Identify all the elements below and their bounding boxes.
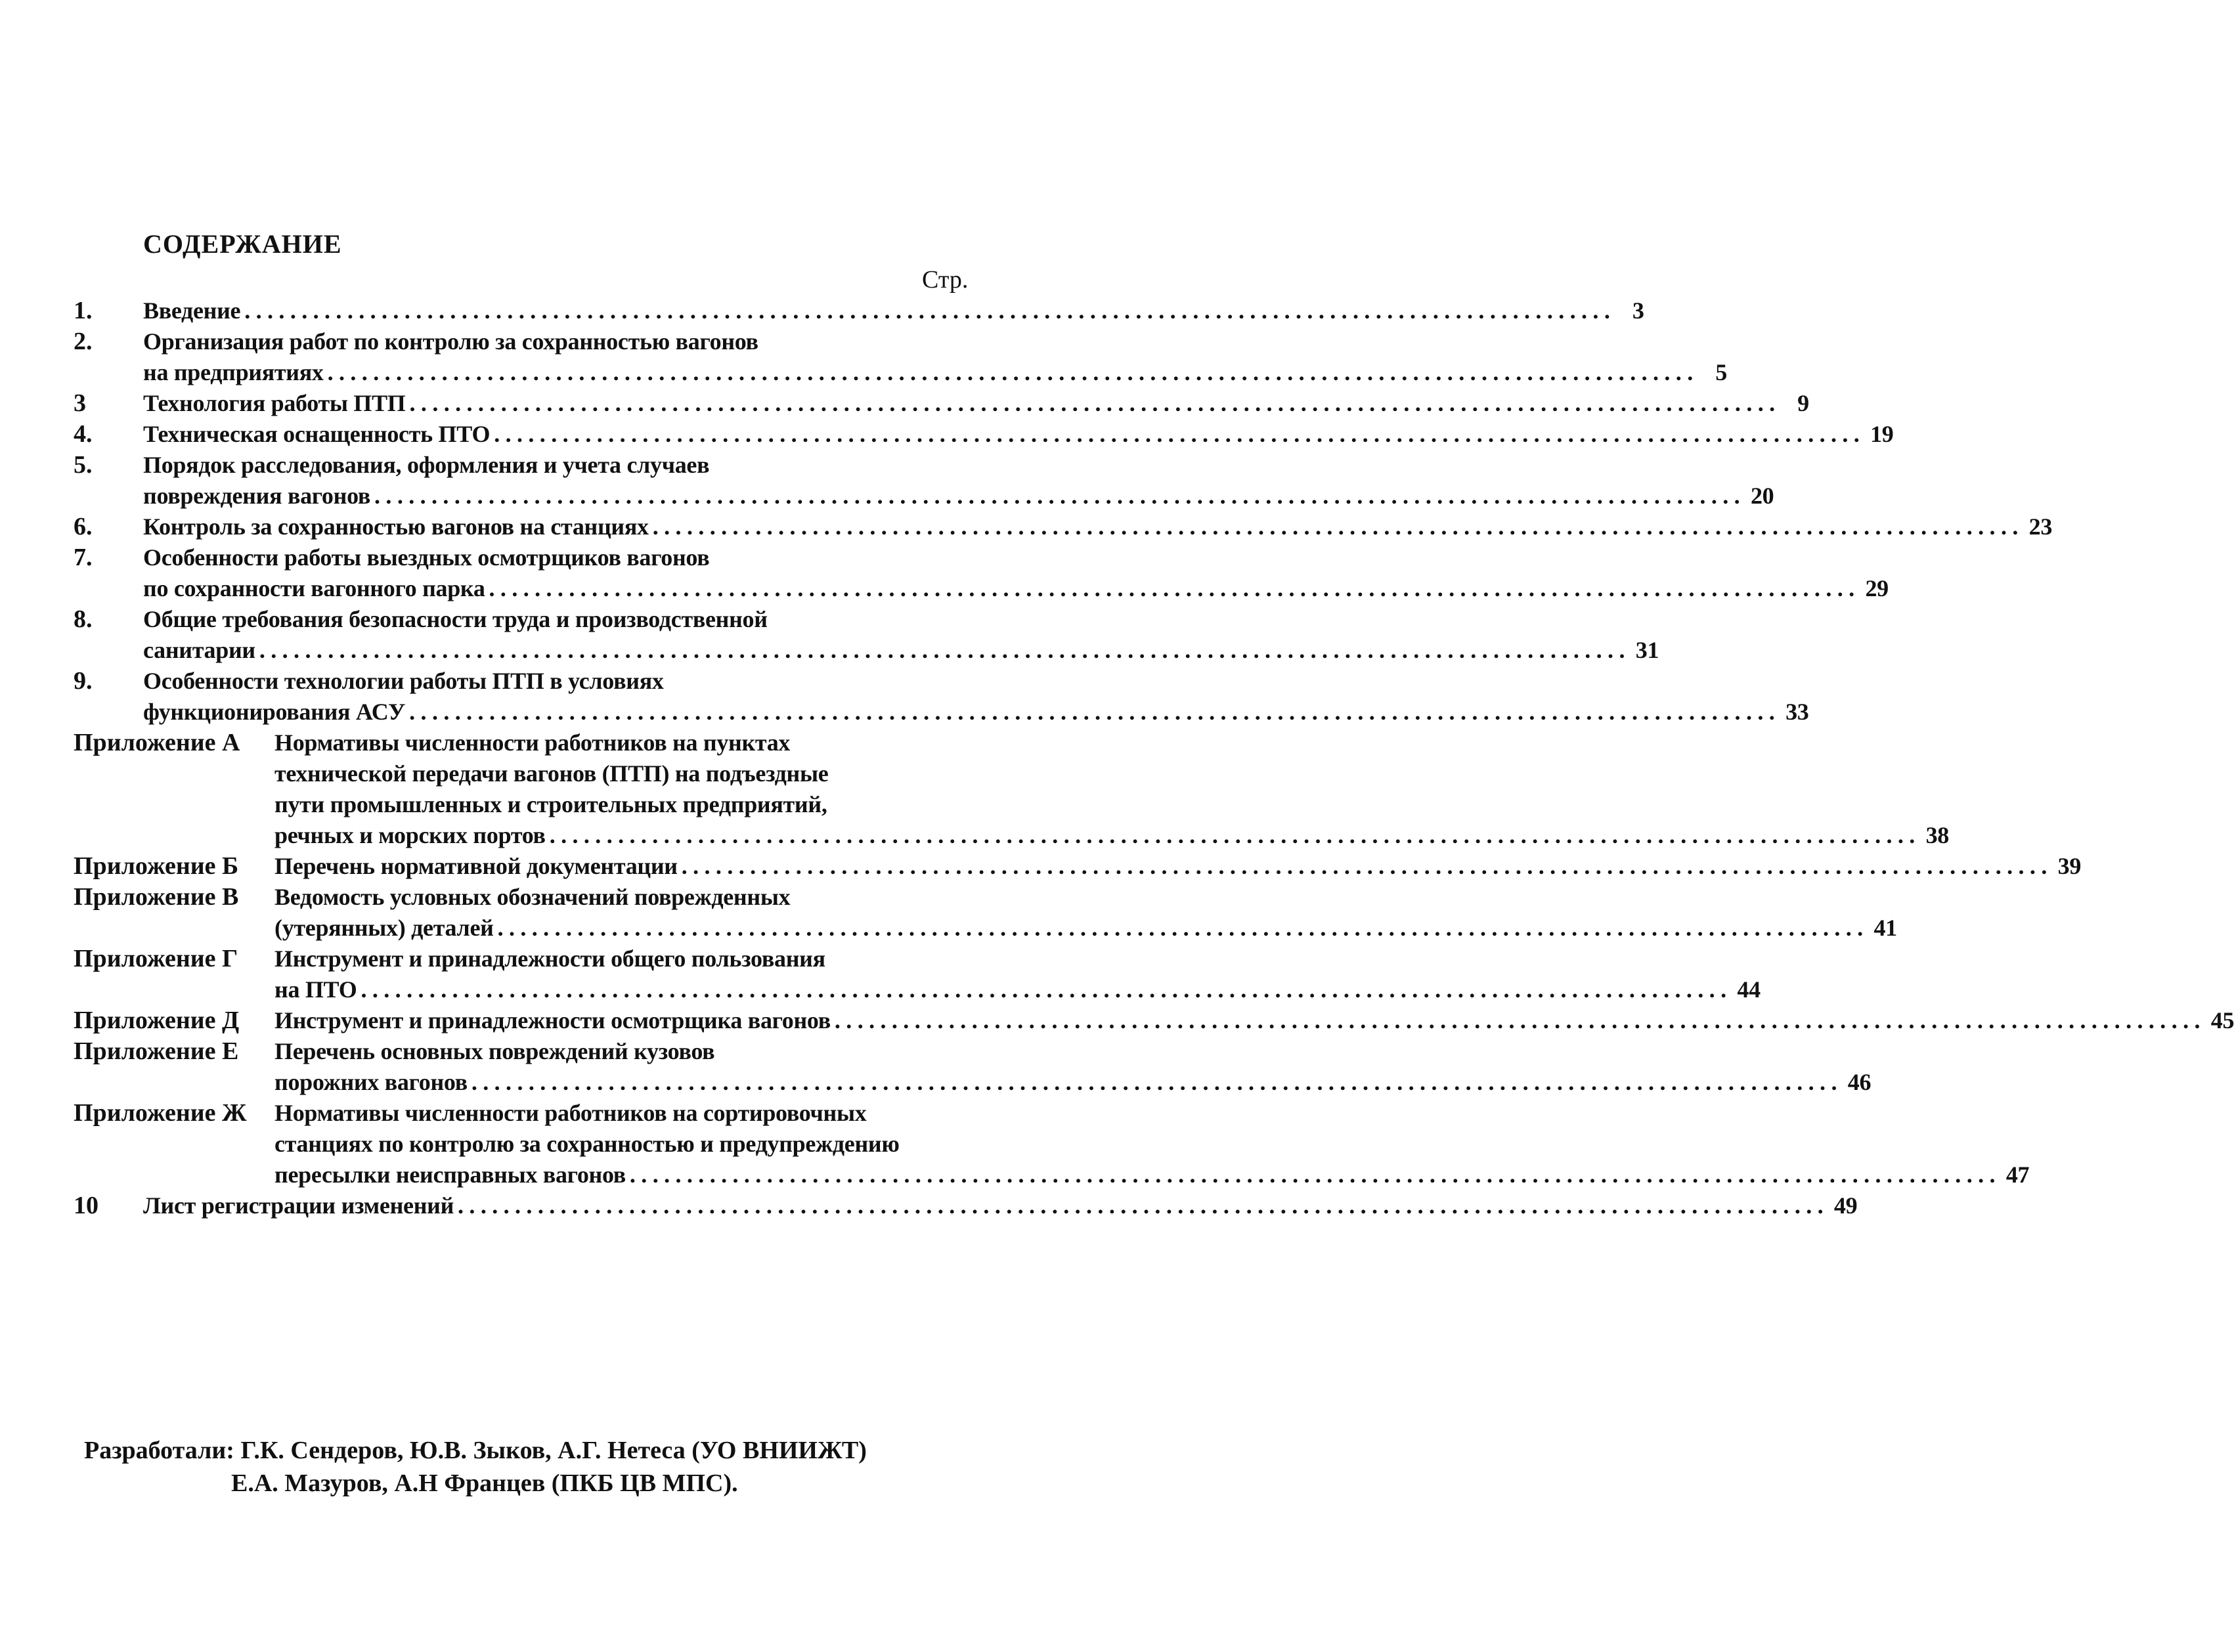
toc-entry-number: 8. — [74, 605, 93, 633]
dot-leader: . . . . . . . . . . . . . . . . . . . . . . . . . . . . . . . . . . . . . . . . . . . . . . . . . . . . . . . . . . . . . . . . . . . . . . . . . . . . . . . . . . . . . . . . . . . . . . . . . . . . . . . . . . . . . . . . . . . . . . . . — [361, 976, 1726, 1003]
toc-entry-page-number: 19 — [1870, 421, 1894, 447]
toc-entry-number: Приложение А — [74, 729, 240, 756]
toc-entry-number: 4. — [74, 420, 93, 448]
dot-leader: . . . . . . . . . . . . . . . . . . . . . . . . . . . . . . . . . . . . . . . . . . . . . . . . . . . . . . . . . . . . . . . . . . . . . . . . . . . . . . . . . . . . . . . . . . . . . . . . . . . . . . . . . . . . . . . . . . . . . . . . — [374, 483, 1740, 509]
toc-entry — [0, 851, 2082, 882]
toc-entry-page-number: 3 — [1632, 297, 1644, 324]
toc-entry — [0, 326, 1727, 388]
toc-entry-number: Приложение Ж — [74, 1099, 247, 1127]
toc-entry-page-number: 20 — [1750, 483, 1774, 509]
toc-entry-title: Техническая оснащенность ПТО — [143, 421, 491, 447]
toc-entry-text — [274, 944, 1761, 1005]
toc-entry-title: речных и морских портов — [274, 822, 546, 848]
toc-entry-text — [143, 666, 1809, 728]
credits-line-1: Разработали: Г.К. Сендеров, Ю.В. Зыков, А.Г. Нетеса (УО ВНИИЖТ) — [84, 1437, 867, 1464]
credits-line-2: Е.А. Мазуров, А.Н Францев (ПКБ ЦВ МПС). — [231, 1469, 738, 1497]
toc-entry-line: Перечень основных повреждений кузовов — [274, 1038, 715, 1064]
toc-entry — [0, 882, 1897, 944]
toc-entry-line: станциях по контролю за сохранностью и предупреждению — [274, 1131, 900, 1157]
toc-entry-text — [274, 1036, 1872, 1098]
toc-entry-title: пересылки неисправных вагонов — [274, 1162, 626, 1188]
toc-entry-last-line — [274, 851, 2082, 882]
toc-entry — [0, 1005, 2234, 1036]
toc-entry-text — [274, 882, 1897, 944]
toc-entry-last-line — [143, 573, 1889, 604]
toc-entry-text — [143, 542, 1889, 604]
dot-leader: . . . . . . . . . . . . . . . . . . . . . . . . . . . . . . . . . . . . . . . . . . . . . . . . . . . . . . . . . . . . . . . . . . . . . . . . . . . . . . . . . . . . . . . . . . . . . . . . . . . . . . . . . . . . . . . . . . . . . . . . — [244, 297, 1610, 324]
toc-entry-text — [274, 851, 2082, 882]
toc-entry-last-line — [274, 1005, 2234, 1036]
toc-entry-text — [274, 1005, 2234, 1036]
toc-entry-page-number: 23 — [2028, 513, 2053, 540]
dot-leader: . . . . . . . . . . . . . . . . . . . . . . . . . . . . . . . . . . . . . . . . . . . . . . . . . . . . . . . . . . . . . . . . . . . . . . . . . . . . . . . . . . . . . . . . . . . . . . . . . . . . . . . . . . . . . . . . . . . . . . . . — [471, 1069, 1837, 1095]
toc-entry-line: Ведомость условных обозначений поврежденных — [274, 884, 791, 910]
toc-entry-number: Приложение Е — [74, 1037, 239, 1065]
toc-entry-title: (утерянных) деталей — [274, 915, 494, 941]
toc-entry-last-line — [143, 295, 1644, 326]
toc-entry — [0, 388, 1809, 419]
toc-entry-text — [274, 1098, 2030, 1190]
toc-entry — [0, 728, 1949, 851]
toc-entry-title: Контроль за сохранностью вагонов на станциях — [143, 513, 649, 540]
toc-entry-line: пути промышленных и строительных предприятий, — [274, 791, 827, 817]
toc-entry-last-line — [274, 974, 1761, 1005]
toc-entry-page-number: 33 — [1785, 699, 1809, 725]
dot-leader: . . . . . . . . . . . . . . . . . . . . . . . . . . . . . . . . . . . . . . . . . . . . . . . . . . . . . . . . . . . . . . . . . . . . . . . . . . . . . . . . . . . . . . . . . . . . . . . . . . . . . . . . . . . . . . . . . . . . . . . . — [497, 915, 1863, 941]
toc-entry-last-line — [143, 635, 1659, 666]
toc-entry-page-number: 9 — [1797, 390, 1809, 416]
toc-entry-line: Нормативы численности работников на пунктах — [274, 729, 791, 756]
toc-entry-line: Общие требования безопасности труда и производственной — [143, 606, 768, 632]
dot-leader: . . . . . . . . . . . . . . . . . . . . . . . . . . . . . . . . . . . . . . . . . . . . . . . . . . . . . . . . . . . . . . . . . . . . . . . . . . . . . . . . . . . . . . . . . . . . . . . . . . . . . . . . . . . . . . . . . . . . . . . . — [458, 1192, 1824, 1219]
toc-entry-text — [143, 326, 1727, 388]
toc-entry — [0, 295, 1644, 326]
toc-entry — [0, 666, 1809, 728]
toc-entry-text — [143, 604, 1659, 666]
toc-entry-text — [143, 450, 1774, 511]
credits — [84, 1434, 867, 1500]
page-column-header: Стр. — [922, 266, 969, 293]
toc-entry-text — [143, 1190, 1858, 1221]
toc-entry-number: 1. — [74, 297, 93, 324]
toc-entry-text — [274, 728, 1949, 851]
dot-leader: . . . . . . . . . . . . . . . . . . . . . . . . . . . . . . . . . . . . . . . . . . . . . . . . . . . . . . . . . . . . . . . . . . . . . . . . . . . . . . . . . . . . . . . . . . . . . . . . . . . . . . . . . . . . . . . . . . . . . . . . — [652, 513, 2019, 540]
toc-entry-last-line — [143, 1190, 1858, 1221]
toc-entry-number: 6. — [74, 513, 93, 540]
toc-entry — [0, 419, 1894, 450]
toc-entry-title: Лист регистрации изменений — [143, 1192, 454, 1219]
toc-entry-title: санитарии — [143, 637, 255, 663]
toc-entry-last-line — [143, 697, 1809, 728]
toc-entry-line: технической передачи вагонов (ПТП) на подъездные — [274, 760, 829, 787]
dot-leader: . . . . . . . . . . . . . . . . . . . . . . . . . . . . . . . . . . . . . . . . . . . . . . . . . . . . . . . . . . . . . . . . . . . . . . . . . . . . . . . . . . . . . . . . . . . . . . . . . . . . . . . . . . . . . . . . . . . . . . . . — [327, 359, 1693, 385]
toc-entry-title: по сохранности вагонного парка — [143, 575, 485, 601]
toc-entry-line: Инструмент и принадлежности общего пользования — [274, 946, 825, 972]
toc-entry — [0, 1098, 2030, 1190]
dot-leader: . . . . . . . . . . . . . . . . . . . . . . . . . . . . . . . . . . . . . . . . . . . . . . . . . . . . . . . . . . . . . . . . . . . . . . . . . . . . . . . . . . . . . . . . . . . . . . . . . . . . . . . . . . . . . . . . . . . . . . . . — [489, 575, 1854, 601]
toc-entry-last-line — [143, 511, 2053, 542]
dot-leader: . . . . . . . . . . . . . . . . . . . . . . . . . . . . . . . . . . . . . . . . . . . . . . . . . . . . . . . . . . . . . . . . . . . . . . . . . . . . . . . . . . . . . . . . . . . . . . . . . . . . . . . . . . . . . . . . . . . . . . . . — [681, 853, 2048, 879]
toc-entry-line: Организация работ по контролю за сохранностью вагонов — [143, 328, 758, 355]
toc-entry-last-line — [274, 1160, 2030, 1190]
toc-entry-number: Приложение Б — [74, 852, 239, 880]
toc-entry-text — [143, 511, 2053, 542]
toc-entry-page-number: 46 — [1847, 1069, 1872, 1095]
toc-entry-title: Перечень нормативной документации — [274, 853, 678, 879]
toc-entry-line: Нормативы численности работников на сортировочных — [274, 1100, 867, 1126]
toc-entry-number: 9. — [74, 667, 93, 695]
toc-entry-title: функционирования АСУ — [143, 699, 406, 725]
toc-entry-last-line — [143, 357, 1727, 388]
toc-entry-number: 10 — [74, 1192, 99, 1219]
toc-entry-title: повреждения вагонов — [143, 483, 371, 509]
toc-entry-line: Особенности технологии работы ПТП в условиях — [143, 668, 664, 694]
toc-entry-last-line — [274, 820, 1949, 851]
toc-entry-line: Особенности работы выездных осмотрщиков вагонов — [143, 544, 710, 571]
toc-entry — [0, 944, 1761, 1005]
toc-entry-number: Приложение В — [74, 883, 239, 911]
dot-leader: . . . . . . . . . . . . . . . . . . . . . . . . . . . . . . . . . . . . . . . . . . . . . . . . . . . . . . . . . . . . . . . . . . . . . . . . . . . . . . . . . . . . . . . . . . . . . . . . . . . . . . . . . . . . . . . . . . . . . . . . — [629, 1162, 1996, 1188]
toc-entry-page-number: 38 — [1925, 822, 1949, 848]
toc-entry-page-number: 5 — [1715, 359, 1727, 385]
toc-entry — [0, 450, 1774, 511]
toc-entry-number: 2. — [74, 328, 93, 355]
toc-entry-number: Приложение Г — [74, 945, 238, 972]
toc-entry-last-line — [143, 481, 1774, 511]
toc-entry-page-number: 39 — [2057, 853, 2082, 879]
toc-entry-page-number: 31 — [1635, 637, 1659, 663]
toc-entry-title: на предприятиях — [143, 359, 324, 385]
toc-entry-last-line — [274, 1067, 1872, 1098]
table-of-contents — [0, 295, 2234, 1221]
toc-entry-last-line — [143, 419, 1894, 450]
toc-entry-number: 3 — [74, 389, 86, 417]
page-title: СОДЕРЖАНИЕ — [143, 229, 342, 259]
toc-entry-number: 5. — [74, 451, 93, 479]
toc-entry-text — [143, 295, 1644, 326]
toc-entry-page-number: 47 — [2005, 1162, 2030, 1188]
dot-leader: . . . . . . . . . . . . . . . . . . . . . . . . . . . . . . . . . . . . . . . . . . . . . . . . . . . . . . . . . . . . . . . . . . . . . . . . . . . . . . . . . . . . . . . . . . . . . . . . . . . . . . . . . . . . . . . . . . . . . . . . — [409, 390, 1775, 416]
toc-entry-page-number: 29 — [1865, 575, 1889, 601]
toc-entry-line: Порядок расследования, оформления и учета случаев — [143, 452, 710, 478]
toc-entry-last-line — [143, 388, 1809, 419]
toc-entry — [0, 604, 1659, 666]
toc-entry-text — [143, 388, 1809, 419]
toc-entry-title: Инструмент и принадлежности осмотрщика вагонов — [274, 1007, 831, 1033]
toc-entry — [0, 1036, 1872, 1098]
dot-leader: . . . . . . . . . . . . . . . . . . . . . . . . . . . . . . . . . . . . . . . . . . . . . . . . . . . . . . . . . . . . . . . . . . . . . . . . . . . . . . . . . . . . . . . . . . . . . . . . . . . . . . . . . . . . . . . . . . . . . . . . — [259, 637, 1625, 663]
toc-entry-page-number: 44 — [1737, 976, 1761, 1003]
toc-entry-page-number: 45 — [2210, 1007, 2234, 1033]
dot-leader: . . . . . . . . . . . . . . . . . . . . . . . . . . . . . . . . . . . . . . . . . . . . . . . . . . . . . . . . . . . . . . . . . . . . . . . . . . . . . . . . . . . . . . . . . . . . . . . . . . . . . . . . . . . . . . . . . . . . . . . . — [494, 421, 1860, 447]
toc-entry — [0, 542, 1889, 604]
toc-entry-text — [143, 419, 1894, 450]
dot-leader: . . . . . . . . . . . . . . . . . . . . . . . . . . . . . . . . . . . . . . . . . . . . . . . . . . . . . . . . . . . . . . . . . . . . . . . . . . . . . . . . . . . . . . . . . . . . . . . . . . . . . . . . . . . . . . . . . . . . . . . . — [834, 1007, 2201, 1033]
toc-entry-title: Технология работы ПТП — [143, 390, 406, 416]
toc-entry — [0, 511, 2053, 542]
toc-entry-last-line — [274, 913, 1897, 944]
toc-entry-number: 7. — [74, 544, 93, 571]
dot-leader: . . . . . . . . . . . . . . . . . . . . . . . . . . . . . . . . . . . . . . . . . . . . . . . . . . . . . . . . . . . . . . . . . . . . . . . . . . . . . . . . . . . . . . . . . . . . . . . . . . . . . . . . . . . . . . . . . . . . . . . . — [409, 699, 1775, 725]
toc-entry-page-number: 41 — [1873, 915, 1897, 941]
toc-entry-number: Приложение Д — [74, 1007, 240, 1034]
toc-entry-title: на ПТО — [274, 976, 357, 1003]
dot-leader: . . . . . . . . . . . . . . . . . . . . . . . . . . . . . . . . . . . . . . . . . . . . . . . . . . . . . . . . . . . . . . . . . . . . . . . . . . . . . . . . . . . . . . . . . . . . . . . . . . . . . . . . . . . . . . . . . . . . . . . . — [549, 822, 1915, 848]
toc-entry-page-number: 49 — [1833, 1192, 1858, 1219]
toc-entry-title: порожних вагонов — [274, 1069, 468, 1095]
toc-entry-title: Введение — [143, 297, 241, 324]
toc-entry — [0, 1190, 1858, 1221]
